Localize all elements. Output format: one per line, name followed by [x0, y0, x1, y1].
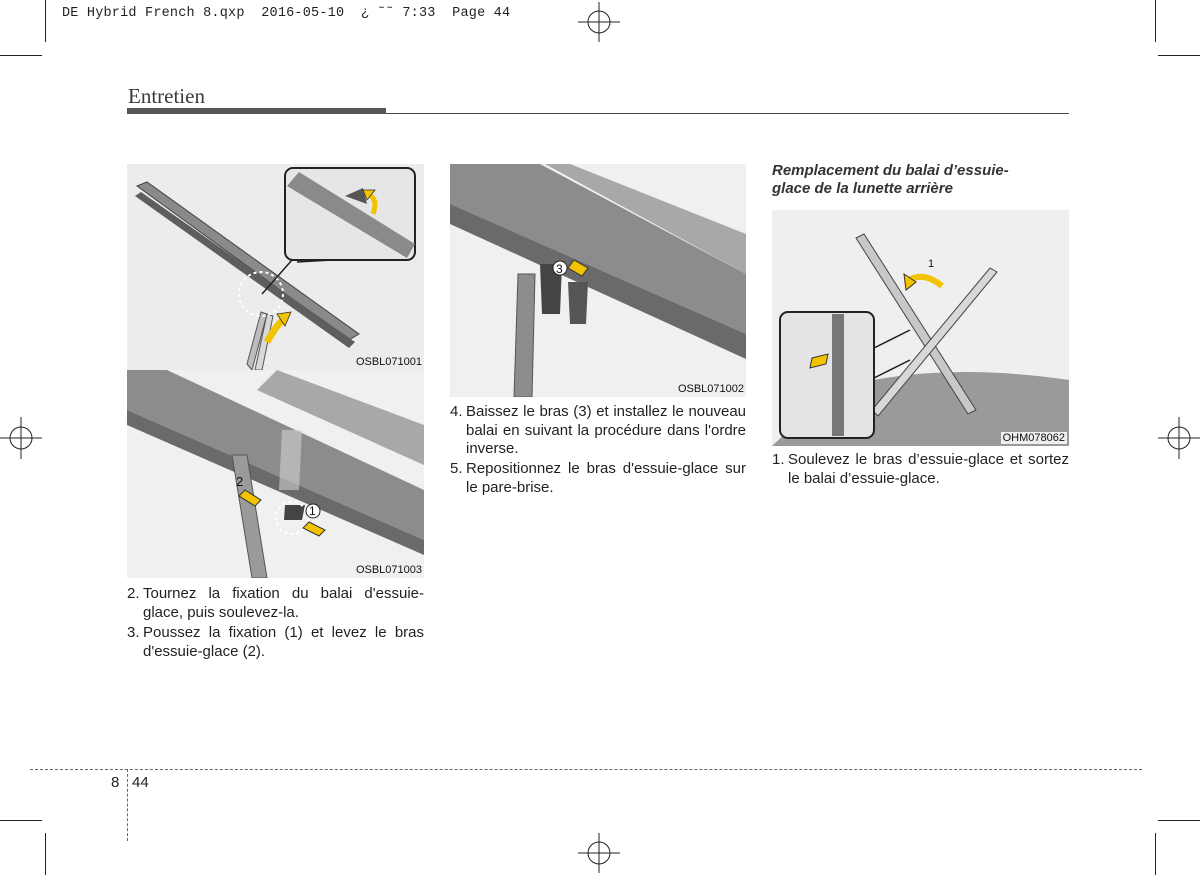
callout-1: 1	[309, 504, 316, 518]
figure-wiper-blade-lift	[127, 164, 424, 370]
step-1-rear: 1. Soulevez le bras d’essuie-glace et sortez le balai d’essuie-glace.	[772, 451, 1069, 487]
header-rule-thick	[127, 108, 386, 114]
registration-mark-top-icon	[578, 2, 620, 42]
figure-wiper-fixation-push	[127, 370, 424, 578]
figure-rear-wiper	[772, 210, 1069, 446]
callout-2: 2	[236, 474, 244, 489]
figure-wiper-arm-lower	[450, 164, 746, 397]
page-number: 44	[132, 774, 149, 791]
header-rule-thin	[386, 113, 1069, 114]
callout-3: 3	[556, 262, 563, 276]
figure-code: OHM078062	[1002, 432, 1065, 444]
footer-rule	[30, 769, 1142, 770]
chapter-number: 8	[111, 774, 120, 791]
wiper-arm-illustration	[450, 164, 746, 397]
figure-code: OSBL071002	[677, 383, 744, 395]
print-slug: DE Hybrid French 8.qxp 2016-05-10 ¿ ˜˜ 7:33 Page 44	[62, 6, 511, 21]
figure-code: OSBL071001	[355, 356, 422, 368]
figure-code: OSBL071003	[355, 564, 422, 576]
wiper-blade-illustration	[127, 164, 424, 370]
subsection-heading: Remplacement du balai d’essuie-glace de la lunette arrière	[772, 162, 1009, 197]
registration-mark-right-icon	[1158, 417, 1200, 459]
step-3: 3. Poussez la fixation (1) et levez le bras d'essuie-glace (2).	[127, 624, 424, 660]
footer-divider	[127, 769, 128, 841]
rear-wiper-illustration	[772, 210, 1069, 446]
registration-mark-bottom-icon	[578, 833, 620, 873]
callout-1: 1	[928, 258, 935, 270]
registration-mark-left-icon	[0, 417, 42, 459]
step-2: 2. Tournez la fixation du balai d'essuie-glace, puis soulevez-la.	[127, 585, 424, 621]
section-title: Entretien	[128, 84, 205, 108]
step-5: 5. Repositionnez le bras d'essuie-glace sur le pare-brise.	[450, 460, 746, 496]
wiper-fixation-illustration	[127, 370, 424, 578]
step-4: 4. Baissez le bras (3) et installez le nouveau balai en suivant la procédure dans l'ordre inverse.	[450, 403, 746, 457]
